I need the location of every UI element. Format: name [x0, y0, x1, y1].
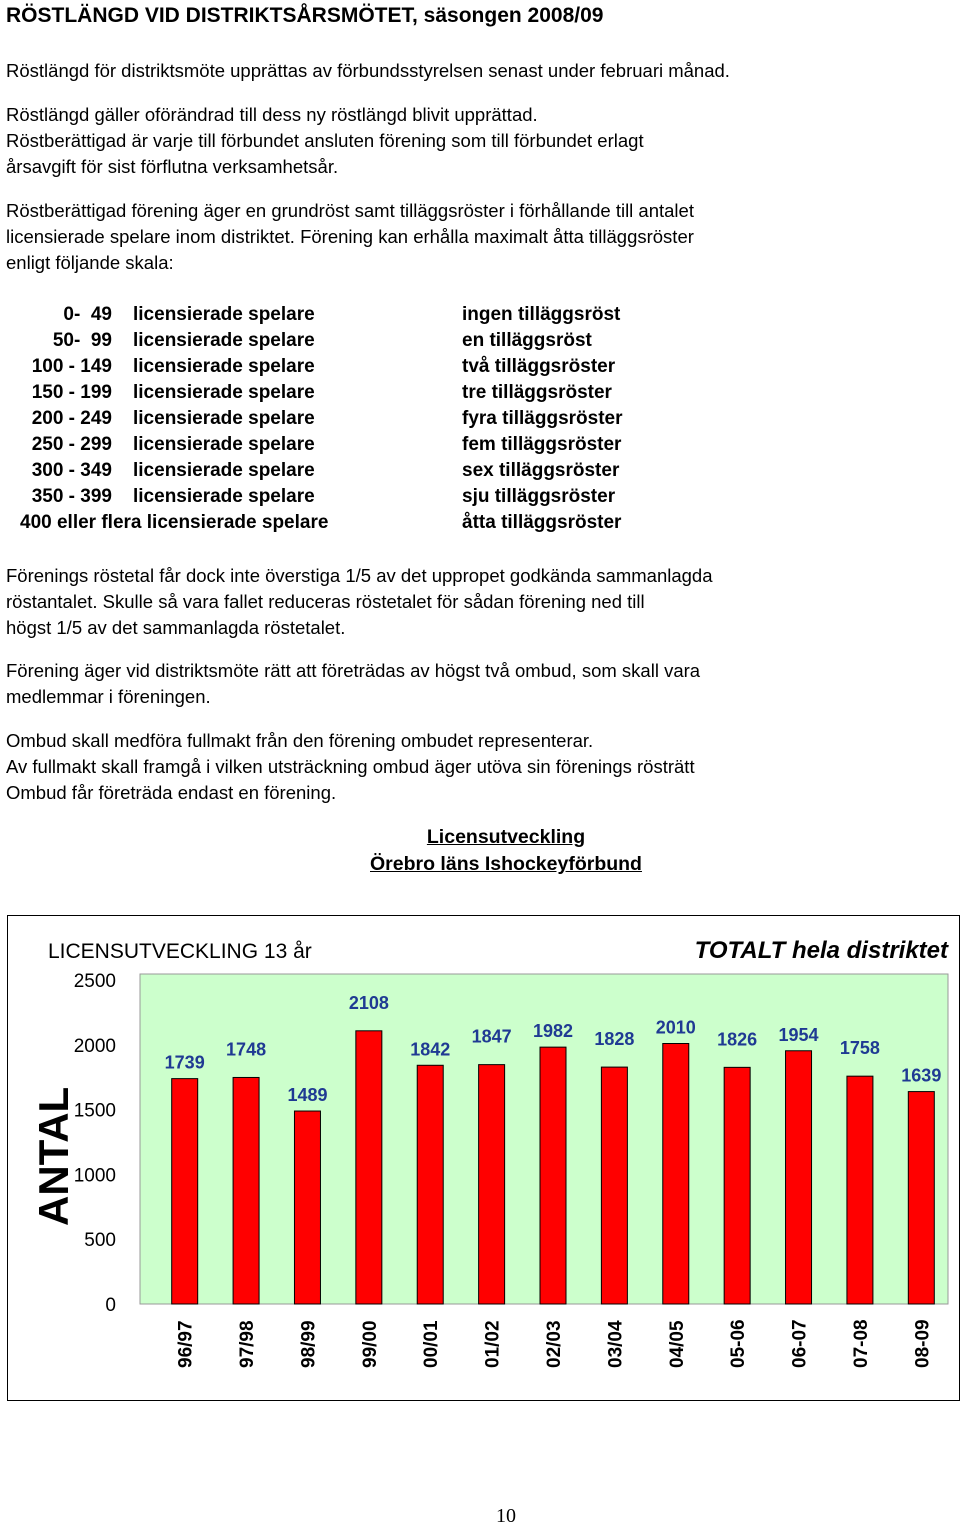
bar [601, 1067, 627, 1304]
chart-title: LICENSUTVECKLING 13 år [48, 940, 312, 963]
scale-label: licensierade spelare [133, 304, 315, 325]
bar [172, 1079, 198, 1304]
scale-range: 350 - 399 [31, 486, 112, 507]
scale-label: licensierade spelare [133, 382, 315, 403]
scale-label: licensierade spelare [133, 486, 315, 507]
scale-row [0, 432, 960, 458]
scale-range: 150 - 199 [31, 382, 112, 403]
text-line: Ombud skall medföra fullmakt från den förening ombudet representerar. [6, 730, 594, 751]
bar-value-label: 1982 [532, 1021, 574, 1042]
text-line: röstantalet. Skulle så vara fallet reduceras röstetalet för sådan förening ned till [6, 591, 645, 612]
text-line: medlemmar i föreningen. [6, 686, 211, 707]
bar [233, 1077, 259, 1304]
bar [847, 1076, 873, 1304]
section-heading: Licensutveckling [426, 826, 586, 848]
bar [908, 1092, 934, 1304]
x-tick-label: 05-06 [728, 1319, 750, 1368]
scale-row [0, 380, 960, 406]
bar [724, 1067, 750, 1304]
bar [786, 1051, 812, 1304]
text-line: Förenings röstetal får dock inte överstiga 1/5 av det uppropet godkända sammanlagda [6, 565, 713, 586]
section-subheading: Örebro läns Ishockeyförbund [370, 853, 642, 875]
text-line: Röstberättigad förening äger en grundröst samt tilläggsröster i förhållande till antalet [6, 200, 694, 221]
x-tick-label: 06-07 [789, 1319, 811, 1368]
scale-label: licensierade spelare [133, 434, 315, 455]
page-number: 10 [496, 1505, 516, 1527]
y-tick-label: 500 [84, 1230, 116, 1252]
text-line: Ombud får företräda endast en förening. [6, 782, 337, 803]
y-tick-label: 1500 [73, 1100, 116, 1122]
x-tick-label: 98/99 [298, 1320, 320, 1368]
text-line: Röstlängd för distriktsmöte upprättas av förbundsstyrelsen senast under februari månad. [6, 60, 730, 81]
text-line: enligt följande skala: [6, 252, 174, 273]
y-tick-label: 0 [105, 1295, 116, 1316]
scale-range: 200 - 249 [31, 408, 112, 429]
bar-value-label: 1842 [410, 1039, 451, 1060]
chart-subtitle: TOTALT hela distriktet [694, 937, 948, 964]
x-tick-label: 07-08 [850, 1319, 872, 1368]
scale-range: 250 - 299 [31, 434, 112, 455]
bar-value-label: 1748 [226, 1039, 267, 1060]
text-line: Röstberättigad är varje till förbundet ansluten förening som till förbundet erlagt [6, 130, 644, 151]
x-tick-label: 97/98 [237, 1320, 259, 1368]
bar-value-label: 1758 [839, 1038, 880, 1059]
paragraph-3 [6, 198, 906, 276]
scale-label: 400 eller flera licensierade spelare [20, 512, 329, 533]
y-axis-label: ANTAL [30, 1086, 77, 1226]
bar [417, 1065, 443, 1304]
scale-row [0, 406, 960, 432]
text-line: högst 1/5 av det sammanlagda röstetalet. [6, 617, 346, 638]
x-axis [176, 1319, 934, 1368]
bar-value-label: 2010 [655, 1017, 696, 1038]
scale-row [0, 302, 960, 328]
scale-row [0, 354, 960, 380]
scale-range: 0- 49 [63, 304, 112, 325]
y-axis [74, 971, 116, 1316]
scale-row [0, 484, 960, 510]
x-tick-label: 03/04 [605, 1320, 627, 1368]
text-line: Av fullmakt skall framgå i vilken utsträckning ombud äger utöva sin förenings rösträtt [6, 756, 695, 777]
paragraph-4 [6, 563, 906, 641]
bar-value-label: 1826 [717, 1029, 758, 1050]
scale-extra-votes: fem tilläggsröster [462, 434, 622, 455]
bar-value-label: 1828 [594, 1029, 635, 1050]
scale-label: licensierade spelare [133, 460, 315, 481]
text-line: licensierade spelare inom distriktet. Förening kan erhålla maximalt åtta tilläggsröster [6, 226, 694, 247]
x-tick-label: 99/00 [359, 1320, 381, 1368]
scale-range: 300 - 349 [31, 460, 112, 481]
scale-extra-votes: tre tilläggsröster [462, 382, 612, 403]
scale-row [0, 458, 960, 484]
bar-value-label: 1489 [287, 1085, 328, 1106]
text-line: Förening äger vid distriktsmöte rätt att företrädas av högst två ombud, som skall vara [6, 660, 701, 681]
text-line: Röstlängd gäller oförändrad till dess ny röstlängd blivit upprättad. [6, 104, 538, 125]
license-chart [7, 915, 960, 1401]
paragraph-6 [6, 728, 906, 806]
y-tick-label: 2500 [73, 971, 116, 992]
scale-extra-votes: ingen tilläggsröst [462, 304, 621, 325]
chart-canvas [8, 916, 958, 1399]
scale-extra-votes: fyra tilläggsröster [462, 408, 623, 429]
bar-value-label: 2108 [348, 992, 389, 1013]
scale-range: 100 - 149 [31, 356, 112, 377]
scale-label: licensierade spelare [133, 356, 315, 377]
bar [479, 1065, 505, 1304]
scale-extra-votes: två tilläggsröster [462, 356, 616, 377]
bar-value-label: 1739 [164, 1052, 205, 1073]
scale-range: 50- 99 [52, 330, 112, 351]
document-title: RÖSTLÄNGD VID DISTRIKTSÅRSMÖTET, säsongen 2008/09 [6, 4, 604, 27]
paragraph-1 [6, 58, 906, 84]
scale-row [0, 328, 960, 354]
scale-row [0, 510, 960, 536]
bar-value-label: 1954 [778, 1024, 819, 1045]
y-tick-label: 1000 [73, 1165, 116, 1187]
scale-extra-votes: åtta tilläggsröster [462, 512, 622, 533]
x-tick-label: 04/05 [666, 1320, 688, 1368]
bar [540, 1047, 566, 1304]
x-tick-label: 02/03 [544, 1320, 565, 1368]
vote-scale-table [0, 302, 960, 536]
y-tick-label: 2000 [73, 1035, 116, 1057]
bar-value-label: 1639 [901, 1065, 942, 1086]
scale-label: licensierade spelare [133, 408, 315, 429]
x-tick-label: 00/01 [421, 1320, 443, 1368]
paragraph-2 [6, 102, 906, 180]
x-tick-label: 08-09 [912, 1319, 934, 1368]
x-tick-label: 01/02 [482, 1320, 504, 1368]
x-tick-label: 96/97 [175, 1320, 197, 1368]
scale-extra-votes: sju tilläggsröster [462, 486, 616, 507]
scale-extra-votes: en tilläggsröst [462, 330, 592, 351]
scale-extra-votes: sex tilläggsröster [462, 460, 620, 481]
paragraph-5 [6, 658, 906, 710]
bar [663, 1044, 689, 1304]
bar-value-label: 1847 [471, 1026, 512, 1047]
bar [356, 1031, 382, 1304]
scale-label: licensierade spelare [133, 330, 315, 351]
bar [294, 1111, 320, 1304]
text-line: årsavgift för sist förflutna verksamhetsår. [6, 156, 339, 177]
